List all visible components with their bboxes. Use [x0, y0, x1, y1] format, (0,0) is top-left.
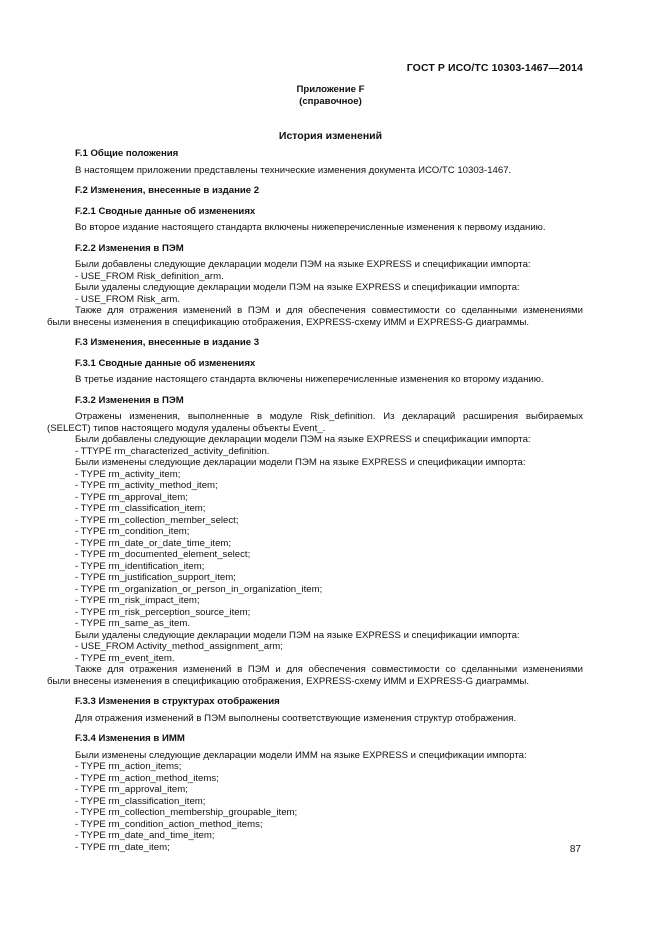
appendix-label: Приложение F — [296, 84, 365, 95]
list-item: - TYPE rm_date_or_date_time_item; — [75, 537, 232, 549]
text-line: были внесены изменения в спецификацию отображения, EXPRESS-схему ИММ и EXPRESS-G диаграммы. — [47, 675, 530, 687]
section-heading-f3-1: F.3.1 Сводные данные об изменениях — [75, 357, 256, 369]
list-item: - TTYPE rm_characterized_activity_definition. — [75, 445, 270, 457]
text-line: Были изменены следующие декларации модели ПЭМ на языке EXPRESS и спецификации импорта: — [75, 457, 526, 468]
list-item: - TYPE rm_collection_member_select; — [75, 514, 239, 526]
list-item: - TYPE rm_approval_item; — [75, 784, 188, 795]
appendix-type: (справочное) — [299, 96, 362, 107]
document-body — [47, 148, 583, 853]
text-line: Были удалены следующие декларации модели ПЭМ на языке EXPRESS и спецификации импорта: — [75, 629, 520, 641]
list-item: - TYPE rm_documented_element_select; — [75, 549, 251, 560]
list-item: - TYPE rm_classification_item; — [75, 795, 206, 807]
list-item: - TYPE rm_condition_item; — [75, 526, 190, 537]
list-item: - TYPE rm_risk_impact_item; — [75, 595, 200, 606]
document-code: ГОСТ Р ИСО/ТС 10303-1467—2014 — [406, 62, 583, 74]
paragraph: В третье издание настоящего стандарта включены нижеперечисленные изменения ко второму изданию. — [75, 374, 544, 385]
paragraph: Для отражения изменений в ПЭМ выполнены соответствующие изменения структур отображения. — [75, 712, 517, 724]
list-item: - TYPE rm_same_as_item. — [75, 618, 190, 629]
list-item: - TYPE rm_activity_method_item; — [75, 480, 218, 491]
text-line: Были удалены следующие декларации модели ПЭМ на языке EXPRESS и спецификации импорта: — [75, 282, 520, 293]
list-item: - TYPE rm_identification_item; — [75, 560, 205, 572]
paragraph: В настоящем приложении представлены технические изменения документа ИСО/ТС 10303-1467. — [75, 164, 512, 176]
list-item: - TYPE rm_date_item; — [75, 841, 170, 853]
list-item: - TYPE rm_collection_membership_groupable_item; — [75, 807, 298, 818]
list-item: - TYPE rm_organization_or_person_in_organization_item; — [75, 583, 323, 595]
page-title: История изменений — [278, 130, 383, 142]
list-item: - TYPE rm_event_item. — [75, 652, 175, 664]
text-line: Были добавлены следующие декларации модели ПЭМ на языке EXPRESS и спецификации импорта: — [75, 259, 531, 270]
paragraph: Во второе издание настоящего стандарта включены нижеперечисленные изменения к первому изданию. — [75, 222, 546, 233]
text-line: Также для отражения изменений в ПЭМ и для обеспечения совместимости со сделанными изменениями — [75, 664, 583, 675]
list-item: - TYPE rm_condition_action_method_items; — [75, 818, 263, 830]
text-line: были внесены изменения в спецификацию отображения, EXPRESS-схему ИММ и EXPRESS-G диаграммы. — [47, 316, 530, 328]
section-heading-f2-2: F.2.2 Изменения в ПЭМ — [75, 242, 184, 254]
text-line: Также для отражения изменений в ПЭМ и для обеспечения совместимости со сделанными изменениями — [75, 305, 583, 316]
list-item: - TYPE rm_risk_perception_source_item; — [75, 606, 251, 618]
section-heading-f2-1: F.2.1 Сводные данные об изменениях — [75, 205, 256, 217]
section-heading-f3: F.3 Изменения, внесенные в издание 3 — [75, 337, 260, 348]
section-heading-f3-2: F.3.2 Изменения в ПЭМ — [75, 394, 184, 406]
list-item: - TYPE rm_activity_item; — [75, 468, 181, 480]
list-item: - TYPE rm_justification_support_item; — [75, 572, 236, 583]
section-heading-f3-4: F.3.4 Изменения в ИММ — [75, 733, 185, 744]
list-item: - USE_FROM Risk_arm. — [75, 293, 181, 305]
section-heading-f2: F.2 Изменения, внесенные в издание 2 — [75, 185, 260, 196]
section-heading-f1: F.1 Общие положения — [75, 148, 179, 159]
list-item: - TYPE rm_date_and_time_item; — [75, 830, 215, 841]
page-number: 87 — [569, 844, 581, 855]
list-item: - TYPE rm_classification_item; — [75, 503, 206, 514]
text-line: Отражены изменения, выполненные в модуле Risk_definition. Из деклараций расширения выбираемых — [75, 411, 583, 422]
list-item: - TYPE rm_action_items; — [75, 761, 182, 772]
appendix-heading — [0, 84, 661, 108]
section-heading-f3-3: F.3.3 Изменения в структурах отображения — [75, 696, 280, 707]
list-item: - USE_FROM Activity_method_assignment_arm; — [75, 641, 283, 652]
list-item: - TYPE rm_action_method_items; — [75, 772, 219, 784]
text-line: (SELECT) типов настоящего модуля удалены объекты Event_. — [47, 422, 326, 434]
list-item: - TYPE rm_approval_item; — [75, 491, 188, 503]
text-line: Были изменены следующие декларации модели ИММ на языке EXPRESS и спецификации импорта: — [75, 749, 527, 761]
list-item: - USE_FROM Risk_definition_arm. — [75, 270, 224, 282]
text-line: Были добавлены следующие декларации модели ПЭМ на языке EXPRESS и спецификации импорта: — [75, 434, 531, 445]
